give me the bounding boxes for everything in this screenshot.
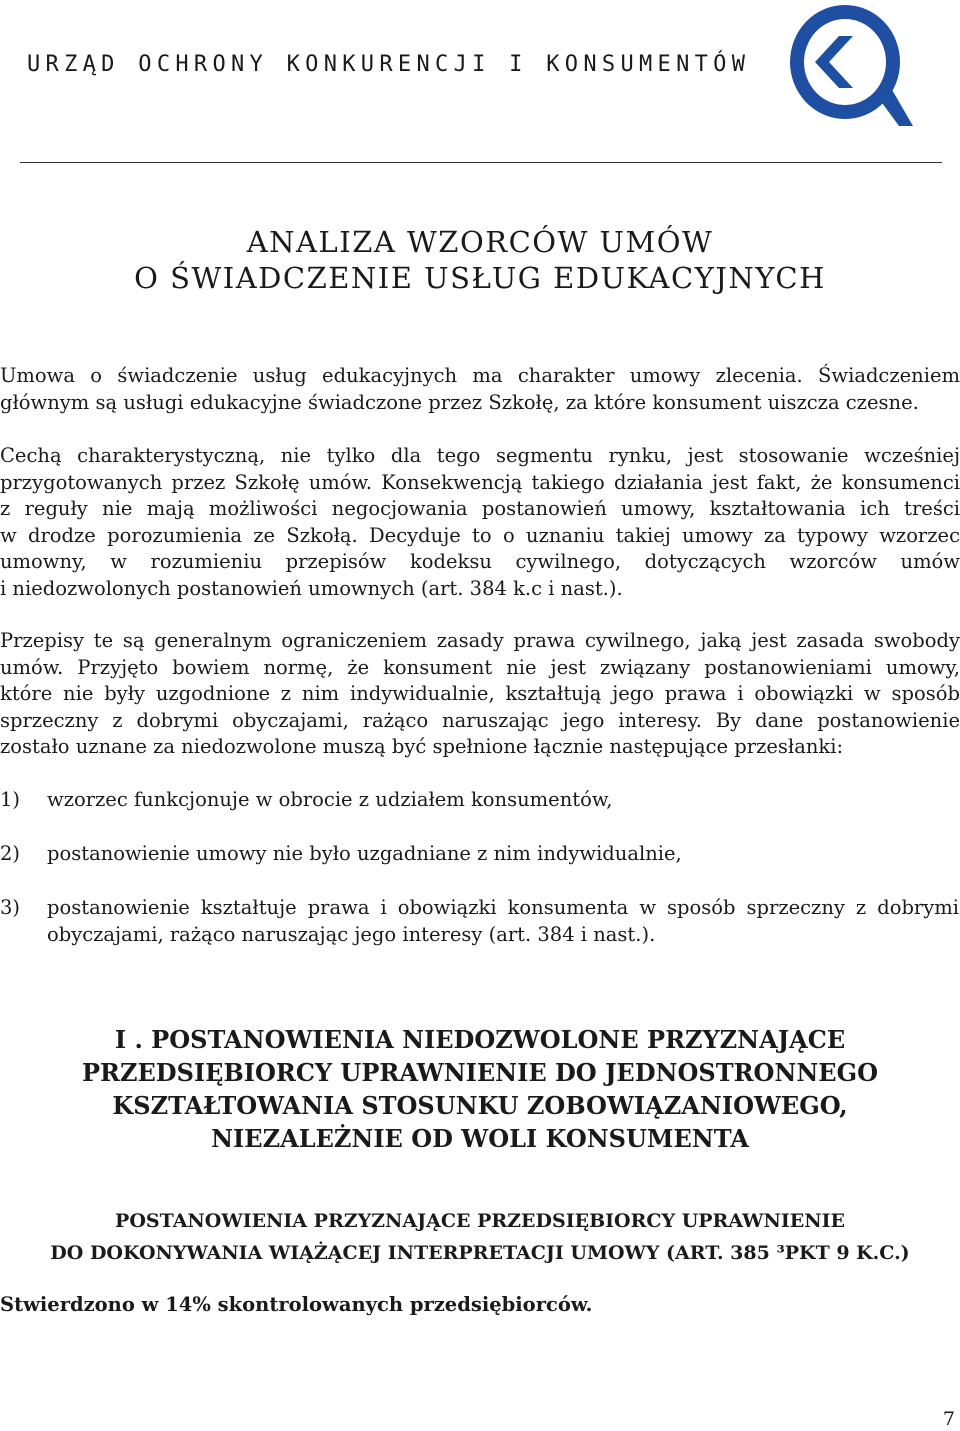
paragraph-line: Umowa o świadczenie usług edukacyjnych ma charakter umowy zlecenia. Świadczeniem [0,364,960,387]
section-heading-line: KSZTAŁTOWANIA STOSUNKU ZOBOWIĄZANIOWEGO, [112,1091,848,1120]
section-heading-line: PRZEDSIĘBIORCY UPRAWNIENIE DO JEDNOSTRONNEGO [82,1058,878,1087]
uokik-logo-icon [783,0,923,130]
paragraph-line: sprzeczny z dobrymi obyczajami, rażąco naruszając jego interesy. By dane postanowienie [0,708,960,732]
list-item-number: 2) [0,842,21,865]
section-heading-line: NIEZALEŻNIE OD WOLI KONSUMENTA [211,1124,749,1153]
paragraph-line: umów. Przyjęto bowiem normę, że konsument nie jest związany postanowieniami umowy, [0,655,960,679]
paragraph-line: i niedozwolonych postanowień umownych (art. 384 k.c i nast.). [0,576,623,600]
paragraph-line: głównym są usługi edukacyjne świadczone przez Szkołę, za które konsument uiszcza czesne. [0,390,919,414]
finding-statement: Stwierdzono w 14% skontrolowanych przedsiębiorców. [0,1293,593,1316]
list-item-text: wzorzec funkcjonuje w obrocie z udziałem konsumentów, [47,788,613,811]
header-rule [20,162,942,163]
paragraph-2 [0,443,960,602]
list-item-text: postanowienie kształtuje prawa i obowiązki konsumenta w sposób sprzeczny z dobrymi [47,896,959,919]
paragraph-line: przygotowanych przez Szkołę umów. Konsekwencją takiego działania jest fakt, że konsumenci [0,470,960,494]
section-heading-line: I . POSTANOWIENIA NIEDOZWOLONE PRZYZNAJĄCE [114,1025,846,1054]
subsection-heading-line2: DO DOKONYWANIA WIĄŻĄCEJ INTERPRETACJI UMOWY (ART. 385 ³PKT 9 K.C.) [50,1242,910,1264]
paragraph-3 [0,628,960,761]
list-item-text: postanowienie umowy nie było uzgadniane z nim indywidualnie, [47,842,682,865]
subsection-heading-line1: POSTANOWIENIA PRZYZNAJĄCE PRZEDSIĘBIORCY UPRAWNIENIE [115,1210,845,1232]
paragraph-line: Przepisy te są generalnym ograniczeniem zasady prawa cywilnego, jaką jest zasada swobody [0,629,960,652]
list-item-number: 3) [0,896,21,919]
paragraph-line: w drodze porozumienia ze Szkołą. Decyduje to o uznaniu takiej umowy za typowy wzorzec [0,523,960,547]
doc-title-line2: O ŚWIADCZENIE USŁUG EDUKACYJNYCH [134,261,826,295]
page-number: 7 [942,1408,955,1430]
paragraph-line: umowny, w rozumieniu przepisów kodeksu cywilnego, dotyczących wzorców umów [0,550,960,573]
doc-title-line1: ANALIZA WZORCÓW UMÓW [246,225,714,259]
paragraph-line: Cechą charakterystyczną, nie tylko dla tego segmentu rynku, jest stosowanie wcześniej [0,444,960,467]
paragraph-line: które nie były uzgodnione z nim indywidualnie, kształtują jego prawa i obowiązki w sposób [0,682,960,705]
paragraph-line: z reguły nie mają możliwości negocjowania postanowień umowy, kształtowania ich treści [0,497,960,520]
list-item-number: 1) [0,788,21,811]
paragraph-line: zostało uznane za niedozwolone muszą być spełnione łącznie następujące przesłanki: [0,735,844,758]
paragraph-1 [0,363,960,416]
list-item-text: obyczajami, rażąco naruszając jego interesy (art. 384 i nast.). [47,922,656,946]
org-header: URZĄD OCHRONY KONKURENCJI I KONSUMENTÓW [27,52,751,77]
